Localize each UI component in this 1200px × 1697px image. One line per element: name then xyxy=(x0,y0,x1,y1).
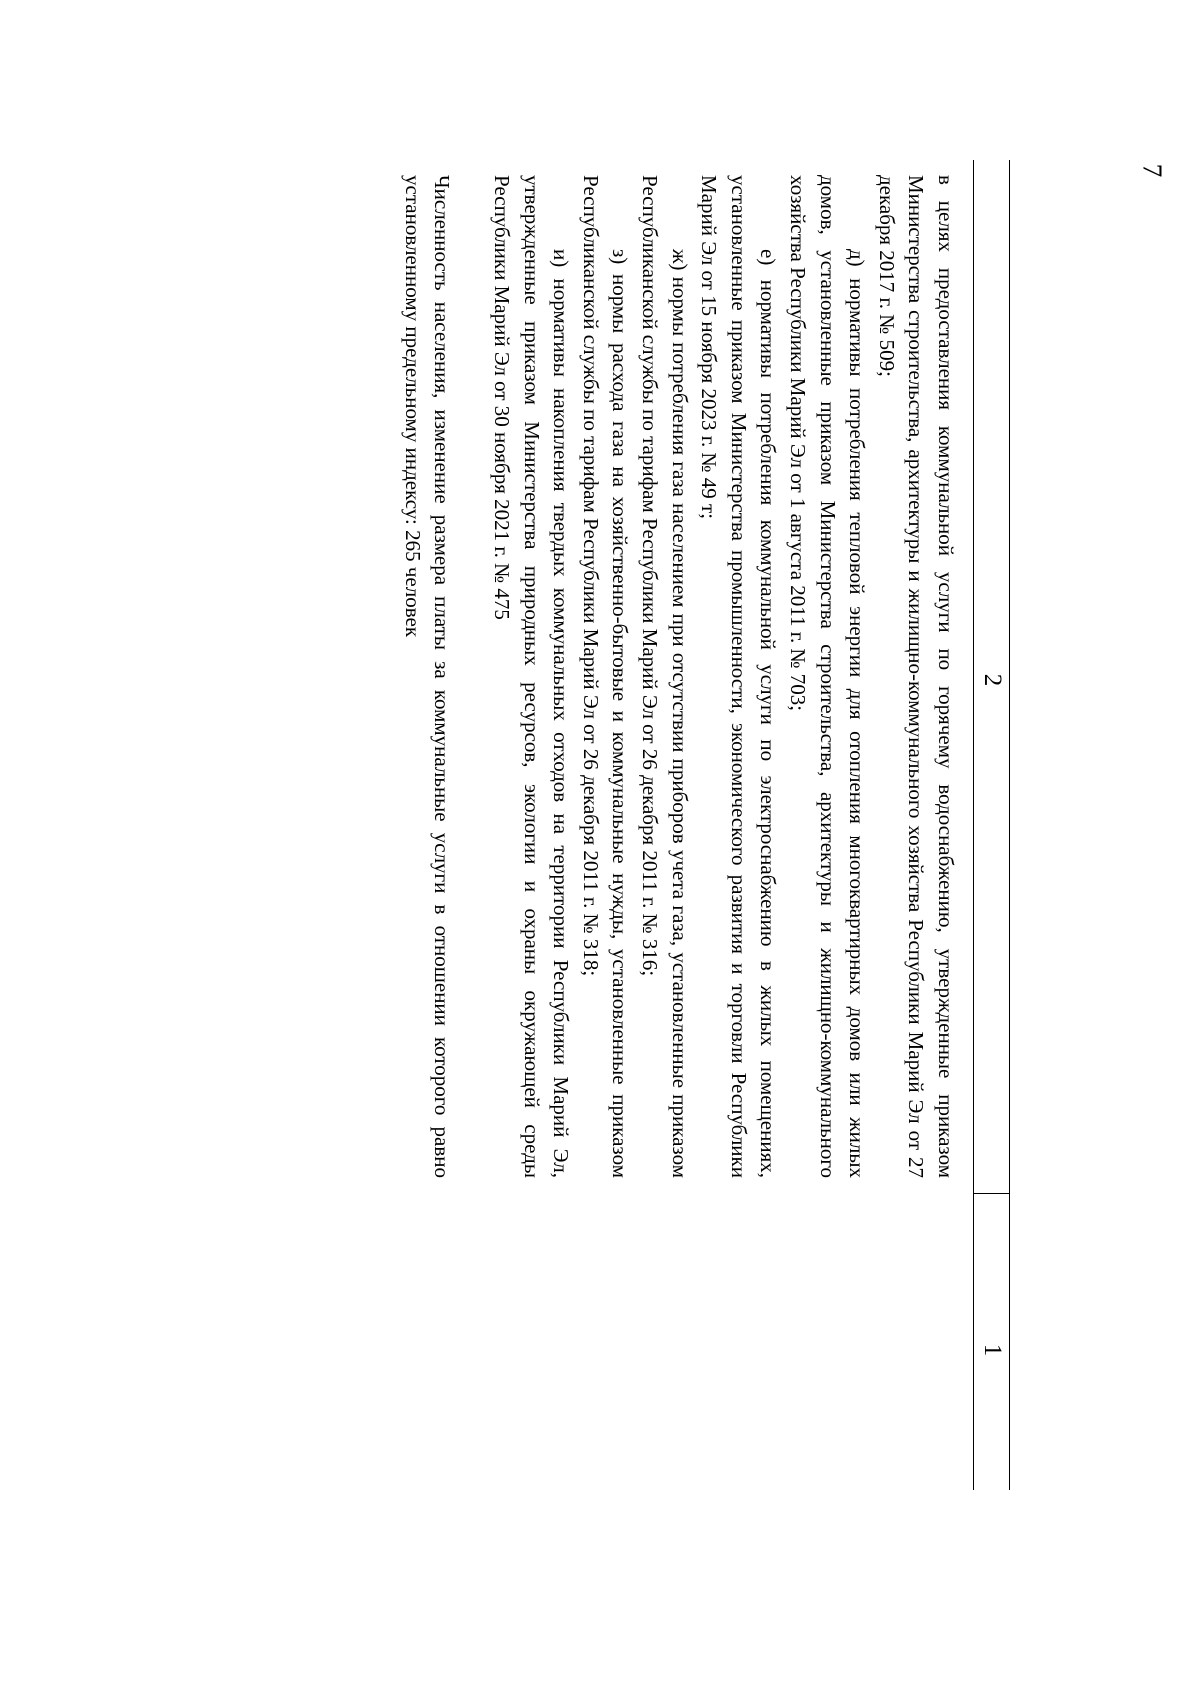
column-divider xyxy=(974,1193,1010,1194)
column-2-content xyxy=(397,175,960,1178)
paragraph-gap xyxy=(457,175,487,1178)
paragraph-e: е) нормативы потребления коммунальной услуги по электроснабжению в жилых помещениях, установленные приказом Министерства промышленности, экономического развития и торговли Республики Марий Эл от 15 ноября 2023 г. № 49 т; xyxy=(697,175,781,1178)
column-header-2: 2 xyxy=(979,673,1006,687)
paragraph-z: з) нормы расхода газа на хозяйственно-бытовые и коммунальные нужды, установленные приказом Республиканской службы по тарифам Республики Марий Эл от 26 декабря 2011 г. № 318; xyxy=(578,175,633,1178)
page-number: 7 xyxy=(1137,163,1168,178)
column-header-1: 1 xyxy=(979,1343,1006,1357)
paragraph-i: и) нормативы накопления твердых коммунальных отходов на территории Республики Марий Эл, утвержденные приказом Министерства природных ресурсов, экологии и охраны окружающей среды Республики Марий Эл от 30 ноября 2021 г. № 475 xyxy=(490,175,574,1178)
rotated-table xyxy=(280,160,1010,1490)
paragraph-population: Численность населения, изменение размера платы за коммунальные услуги в отношении которого равно установленному предельному индексу: 265 человек xyxy=(400,175,455,1178)
paragraph-continuation: в целях предоставления коммунальной услуги по горячему водоснабжению, утвержденные приказом Министерства строительства, архитектуры и жилищно-коммунального хозяйства Республики Марий Эл от 27 декабря 2017 г. № 509; xyxy=(874,175,958,1178)
paragraph-d: д) нормативы потребления тепловой энергии для отопления многоквартирных домов или жилых домов, установленные приказом Министерства строительства, архитектуры и жилищно-коммунального хозяйства Республики Марий Эл от 1 августа 2011 г. № 703; xyxy=(786,175,870,1178)
table-header-border xyxy=(973,160,974,1490)
table-top-border xyxy=(1009,160,1010,1490)
paragraph-zh: ж) нормы потребления газа населением при отсутствии приборов учета газа, установленные приказом Республиканской службы по тарифам Республики Марий Эл от 26 декабря 2011 г. № 316; xyxy=(638,175,692,1178)
